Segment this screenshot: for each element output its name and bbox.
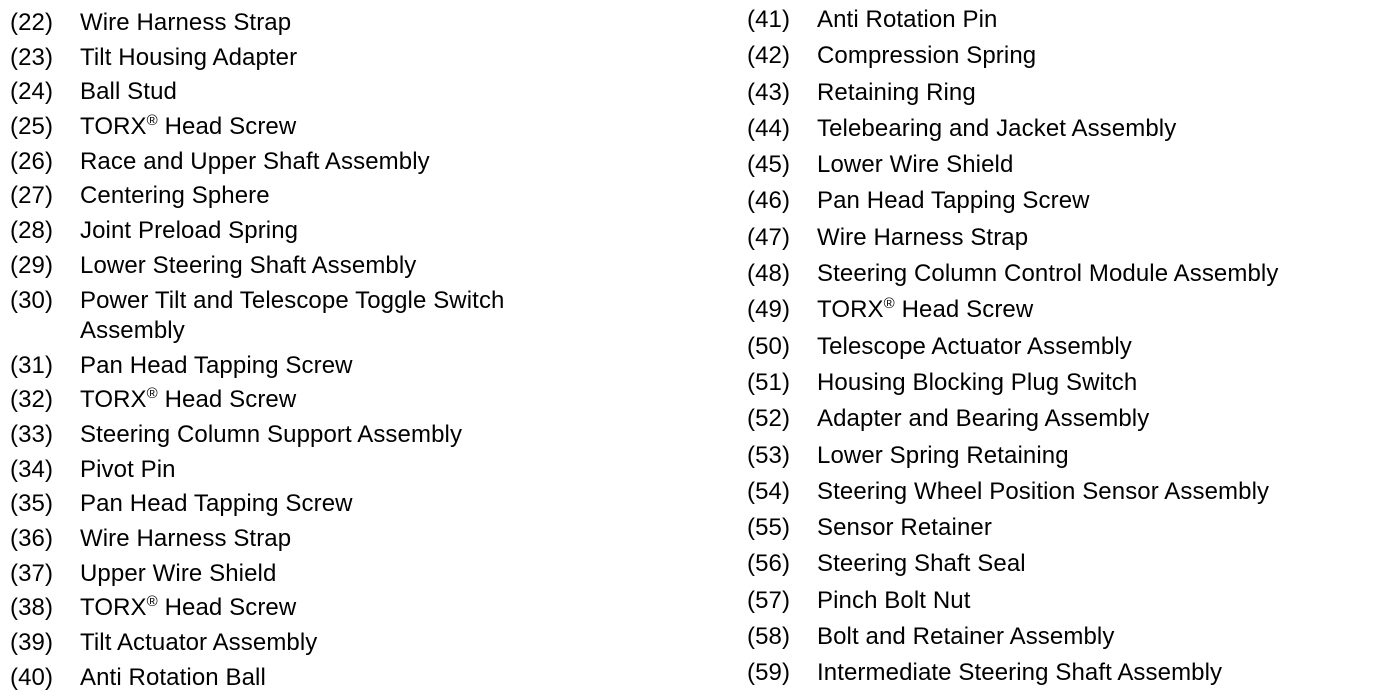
legend-item-number: (40)	[10, 663, 54, 691]
registered-mark: ®	[146, 593, 158, 611]
legend-item-label	[80, 524, 600, 554]
legend-item-text-suffix: Head Screw	[157, 594, 297, 622]
legend-item-text: Ball Stud	[80, 78, 177, 106]
legend-item-label	[817, 186, 1337, 216]
legend-item-text: TORX	[80, 386, 147, 414]
legend-item-text: Intermediate Steering Shaft Assembly	[817, 659, 1223, 687]
legend-item-label	[817, 441, 1337, 471]
legend-item-text-suffix: Head Screw	[157, 113, 297, 141]
legend-item-number: (37)	[10, 559, 54, 587]
legend-item-label	[817, 5, 1337, 35]
legend-item	[10, 455, 650, 490]
legend-item-text: Adapter and Bearing Assembly	[817, 405, 1150, 433]
legend-item-text: TORX	[80, 113, 147, 141]
legend-column-right	[747, 5, 1367, 695]
legend-item-number: (33)	[10, 420, 54, 448]
legend-item-label	[817, 150, 1337, 180]
legend-item-number: (32)	[10, 386, 54, 414]
legend-item-number: (25)	[10, 113, 54, 141]
legend-item-label	[80, 147, 600, 177]
legend-item-label	[80, 43, 600, 73]
legend-item-label	[80, 455, 600, 485]
legend-item	[10, 628, 650, 663]
legend-item-text: Race and Upper Shaft Assembly	[80, 147, 430, 175]
legend-item-text: Pan Head Tapping Screw	[80, 351, 353, 379]
legend-item	[747, 404, 1367, 440]
legend-item	[10, 593, 650, 628]
legend-item	[747, 441, 1367, 477]
legend-item-number: (52)	[747, 405, 791, 433]
legend-item-text: Telebearing and Jacket Assembly	[817, 114, 1177, 142]
legend-item	[747, 622, 1367, 658]
legend-item-text: Upper Wire Shield	[80, 559, 277, 587]
legend-item-number: (44)	[747, 114, 791, 142]
legend-item	[747, 332, 1367, 368]
legend-item-label	[80, 351, 600, 381]
legend-item-number: (22)	[10, 9, 54, 36]
legend-item-label	[80, 593, 600, 626]
legend-item	[747, 549, 1367, 585]
legend-item-number: (34)	[10, 455, 54, 483]
legend-item-number: (48)	[747, 260, 791, 288]
legend-item	[10, 43, 650, 78]
legend-item	[10, 385, 650, 420]
legend-item-text: Tilt Actuator Assembly	[80, 629, 318, 656]
legend-item-text: Sensor Retainer	[817, 514, 992, 542]
legend-item	[747, 259, 1367, 295]
legend-item	[747, 114, 1367, 150]
legend-item	[747, 295, 1367, 331]
legend-item-text: Steering Wheel Position Sensor Assembly	[817, 477, 1270, 505]
legend-item	[747, 223, 1367, 259]
legend-item-number: (39)	[10, 629, 54, 656]
legend-item-label	[817, 332, 1337, 362]
legend-item-text: Bolt and Retainer Assembly	[817, 623, 1115, 651]
legend-item-label	[80, 251, 600, 281]
legend-item	[747, 78, 1367, 114]
legend-item-label	[80, 8, 600, 38]
legend-item	[10, 8, 650, 43]
legend-item-text: Wire Harness Strap	[80, 9, 292, 36]
legend-item-text: Pinch Bolt Nut	[817, 586, 971, 614]
legend-item-number: (23)	[10, 43, 54, 71]
legend-item-label	[80, 489, 600, 519]
legend-item-text: TORX	[80, 594, 147, 622]
legend-item-label	[80, 559, 600, 589]
legend-item-label	[817, 622, 1337, 652]
legend-item-number: (35)	[10, 490, 54, 518]
legend-item-number: (47)	[747, 223, 791, 251]
legend-item-label	[817, 295, 1337, 328]
legend-item-number: (54)	[747, 477, 791, 505]
legend-item-label	[817, 586, 1337, 616]
legend-item-number: (42)	[747, 42, 791, 70]
legend-item-number: (41)	[747, 6, 791, 33]
legend-item-label	[80, 420, 600, 450]
legend-item-text: Power Tilt and Telescope Toggle Switch Assembly	[80, 286, 505, 344]
legend-item-label	[817, 114, 1337, 144]
legend-item-text: Pan Head Tapping Screw	[817, 187, 1090, 215]
legend-item	[747, 5, 1367, 41]
legend-item-number: (57)	[747, 586, 791, 614]
legend-item-number: (38)	[10, 594, 54, 622]
legend-item-number: (43)	[747, 78, 791, 106]
legend-item-number: (51)	[747, 368, 791, 396]
legend-item-number: (55)	[747, 514, 791, 542]
legend-item-number: (29)	[10, 251, 54, 279]
legend-item-text: Steering Column Support Assembly	[80, 420, 463, 448]
legend-item-text: Retaining Ring	[817, 78, 976, 106]
legend-item-label	[80, 385, 600, 418]
legend-item	[747, 513, 1367, 549]
legend-item-label	[817, 41, 1337, 71]
legend-item-text: Housing Blocking Plug Switch	[817, 368, 1138, 396]
legend-item	[747, 658, 1367, 694]
legend-item-text: Lower Spring Retaining	[817, 441, 1069, 469]
legend-item-label	[80, 663, 600, 693]
legend-item-number: (53)	[747, 441, 791, 469]
legend-item-text: Lower Wire Shield	[817, 151, 1014, 179]
legend-item-text: Anti Rotation Ball	[80, 663, 266, 691]
legend-item	[10, 286, 650, 351]
legend-item-label	[80, 77, 600, 107]
registered-mark: ®	[883, 295, 895, 313]
legend-item-number: (26)	[10, 147, 54, 175]
legend-item-number: (27)	[10, 182, 54, 210]
legend-item-label	[80, 628, 600, 658]
legend-item-text: Compression Spring	[817, 42, 1037, 70]
legend-item-text-suffix: Head Screw	[157, 386, 297, 414]
legend-item	[747, 368, 1367, 404]
legend-item-text: Pivot Pin	[80, 455, 176, 483]
legend-item-number: (49)	[747, 296, 791, 324]
legend-item-text: Joint Preload Spring	[80, 217, 299, 245]
legend-item-number: (28)	[10, 217, 54, 245]
legend-item-text: Telescope Actuator Assembly	[817, 332, 1132, 360]
legend-item-text: Steering Column Control Module Assembly	[817, 260, 1279, 288]
legend-item	[10, 489, 650, 524]
legend-item-number: (30)	[10, 286, 54, 314]
legend-item	[10, 251, 650, 286]
legend-item	[10, 524, 650, 559]
legend-item-number: (36)	[10, 524, 54, 552]
legend-item	[747, 477, 1367, 513]
legend-item-label	[817, 368, 1337, 398]
legend-item-number: (31)	[10, 351, 54, 379]
legend-item	[10, 663, 650, 698]
legend-item-text: Wire Harness Strap	[817, 223, 1029, 251]
legend-item	[10, 559, 650, 594]
registered-mark: ®	[146, 385, 158, 403]
legend-item-number: (58)	[747, 623, 791, 651]
legend-item-label	[817, 477, 1337, 507]
legend-column-left	[10, 8, 650, 697]
legend-item	[10, 420, 650, 455]
legend-item-text: Steering Shaft Seal	[817, 550, 1026, 578]
legend-item-text-suffix: Head Screw	[894, 296, 1034, 324]
legend-item-label	[80, 181, 600, 211]
legend-item	[10, 351, 650, 386]
legend-item	[10, 147, 650, 182]
legend-item-text: Tilt Housing Adapter	[80, 43, 298, 71]
legend-item-label	[80, 216, 600, 246]
legend-item-label	[817, 658, 1337, 688]
legend-item-number: (50)	[747, 332, 791, 360]
legend-item-text: Pan Head Tapping Screw	[80, 490, 353, 518]
legend-item	[747, 586, 1367, 622]
legend-item-text: Anti Rotation Pin	[817, 6, 998, 33]
legend-item	[747, 41, 1367, 77]
legend-item-text: Centering Sphere	[80, 182, 270, 210]
legend-item-number: (59)	[747, 659, 791, 687]
legend-item-label	[817, 549, 1337, 579]
legend-item-label	[80, 112, 600, 145]
legend-item-number: (56)	[747, 550, 791, 578]
legend-item-text: Lower Steering Shaft Assembly	[80, 251, 417, 279]
legend-item-number: (45)	[747, 151, 791, 179]
legend-item	[747, 150, 1367, 186]
legend-item-label	[817, 223, 1337, 253]
legend-item-label	[80, 286, 600, 346]
legend-item-number: (46)	[747, 187, 791, 215]
legend-item-label	[817, 259, 1337, 289]
legend-item	[10, 216, 650, 251]
legend-item	[747, 186, 1367, 222]
legend-item-text: Wire Harness Strap	[80, 524, 292, 552]
legend-item-number: (24)	[10, 78, 54, 106]
legend-item-label	[817, 404, 1337, 434]
legend-item	[10, 181, 650, 216]
legend-item-text: TORX	[817, 296, 884, 324]
registered-mark: ®	[146, 112, 158, 130]
legend-item-label	[817, 513, 1337, 543]
legend-item	[10, 112, 650, 147]
legend-item	[10, 77, 650, 112]
legend-item-label	[817, 78, 1337, 108]
